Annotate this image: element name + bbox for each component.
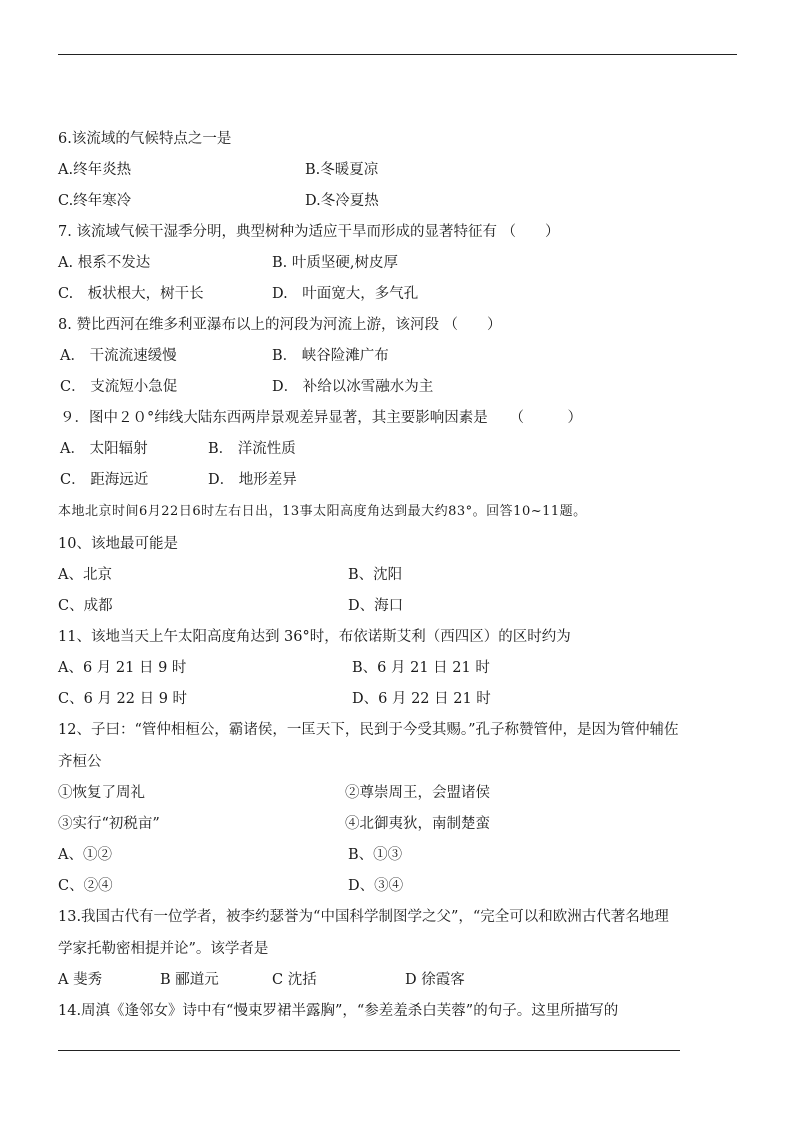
q6-option-b: B.冬暖夏凉 bbox=[305, 162, 379, 178]
q6-option-d: D.冬冷夏热 bbox=[305, 193, 379, 209]
q10-option-a: A、北京 bbox=[58, 567, 112, 583]
q9-option-c: C． 距海远近 bbox=[60, 472, 149, 488]
q13-stem-line2: 学家托勒密相提并论”。该学者是 bbox=[58, 941, 269, 957]
q11-option-b: B、6 月 21 日 21 时 bbox=[352, 660, 490, 676]
q7-stem: 7. 该流域气候干湿季分明，典型树种为适应干旱而形成的显著特征有 （ ） bbox=[58, 224, 560, 240]
q10-option-d: D、海口 bbox=[348, 598, 404, 614]
q13-option-b: B 郦道元 bbox=[160, 972, 219, 988]
q12-option-d: D、③④ bbox=[348, 878, 404, 894]
q13-option-d: D 徐霞客 bbox=[405, 972, 465, 988]
q12-stem-line2: 齐桓公 bbox=[58, 754, 102, 770]
q10-option-b: B、沈阳 bbox=[348, 567, 403, 583]
q7-option-c: C. 板状根大，树干长 bbox=[58, 286, 204, 302]
q12-option-a: A、①② bbox=[58, 847, 112, 863]
q9-stem: ９．图中２０°纬线大陆东西两岸景观差异显著，其主要影响因素是 （ ） bbox=[60, 410, 582, 426]
q7-option-b: B. 叶质坚硬,树皮厚 bbox=[272, 255, 398, 271]
q12-statement-3: ③实行“初税亩” bbox=[58, 816, 160, 832]
q8-stem: 8. 赞比西河在维多利亚瀑布以上的河段为河流上游，该河段 （ ） bbox=[58, 317, 502, 333]
q6-stem: 6.该流域的气候特点之一是 bbox=[58, 131, 232, 147]
q13-option-a: A 斐秀 bbox=[58, 972, 103, 988]
q11-stem: 11、该地当天上午太阳高度角达到 36°时，布依诺斯艾利（西四区）的区时约为 bbox=[58, 629, 571, 645]
q9-option-b: B． 洋流性质 bbox=[208, 441, 296, 457]
q10-11-intro: 本地北京时间6月22日6时左右日出，13事太阳高度角达到最大约83°。回答10~11题。 bbox=[58, 504, 587, 519]
q12-stem-line1: 12、子曰：“管仲相桓公，霸诸侯，一匡天下，民到于今受其赐。”孔子称赞管仲，是因为管仲辅佐 bbox=[58, 722, 679, 738]
q10-option-c: C、成都 bbox=[58, 598, 113, 614]
q6-option-a: A.终年炎热 bbox=[58, 162, 132, 178]
q8-option-a: A． 干流流速缓慢 bbox=[60, 348, 177, 364]
q12-option-c: C、②④ bbox=[58, 878, 113, 894]
header-rule bbox=[58, 54, 737, 55]
q7-option-a: A. 根系不发达 bbox=[58, 255, 151, 271]
q8-option-b: B． 峡谷险滩广布 bbox=[272, 348, 389, 364]
footer-rule bbox=[58, 1050, 680, 1051]
q7-option-d: D. 叶面宽大，多气孔 bbox=[272, 286, 419, 302]
q8-option-d: D． 补给以冰雪融水为主 bbox=[272, 379, 434, 395]
q13-stem-line1: 13.我国古代有一位学者，被李约瑟誉为“中国科学制图学之父”，“完全可以和欧洲古代著名地理 bbox=[58, 909, 669, 925]
q14-stem: 14.周滇《逢邻女》诗中有“慢束罗裙半露胸”，“参差羞杀白芙蓉”的句子。这里所描写的 bbox=[58, 1003, 619, 1019]
q12-statement-4: ④北御夷狄，南制楚蛮 bbox=[345, 816, 490, 832]
q9-option-a: A． 太阳辐射 bbox=[60, 441, 148, 457]
q12-statement-2: ②尊崇周王，会盟诸侯 bbox=[345, 785, 490, 801]
q11-option-c: C、6 月 22 日 9 时 bbox=[58, 691, 188, 707]
q6-option-c: C.终年寒冷 bbox=[58, 193, 132, 209]
q9-option-d: D． 地形差异 bbox=[208, 472, 297, 488]
q12-option-b: B、①③ bbox=[348, 847, 403, 863]
q11-option-d: D、6 月 22 日 21 时 bbox=[352, 691, 491, 707]
q11-option-a: A、6 月 21 日 9 时 bbox=[58, 660, 187, 676]
q10-stem: 10、该地最可能是 bbox=[58, 536, 178, 552]
q8-option-c: C． 支流短小急促 bbox=[60, 379, 178, 395]
q13-option-c: C 沈括 bbox=[272, 972, 317, 988]
q12-statement-1: ①恢复了周礼 bbox=[58, 785, 145, 801]
